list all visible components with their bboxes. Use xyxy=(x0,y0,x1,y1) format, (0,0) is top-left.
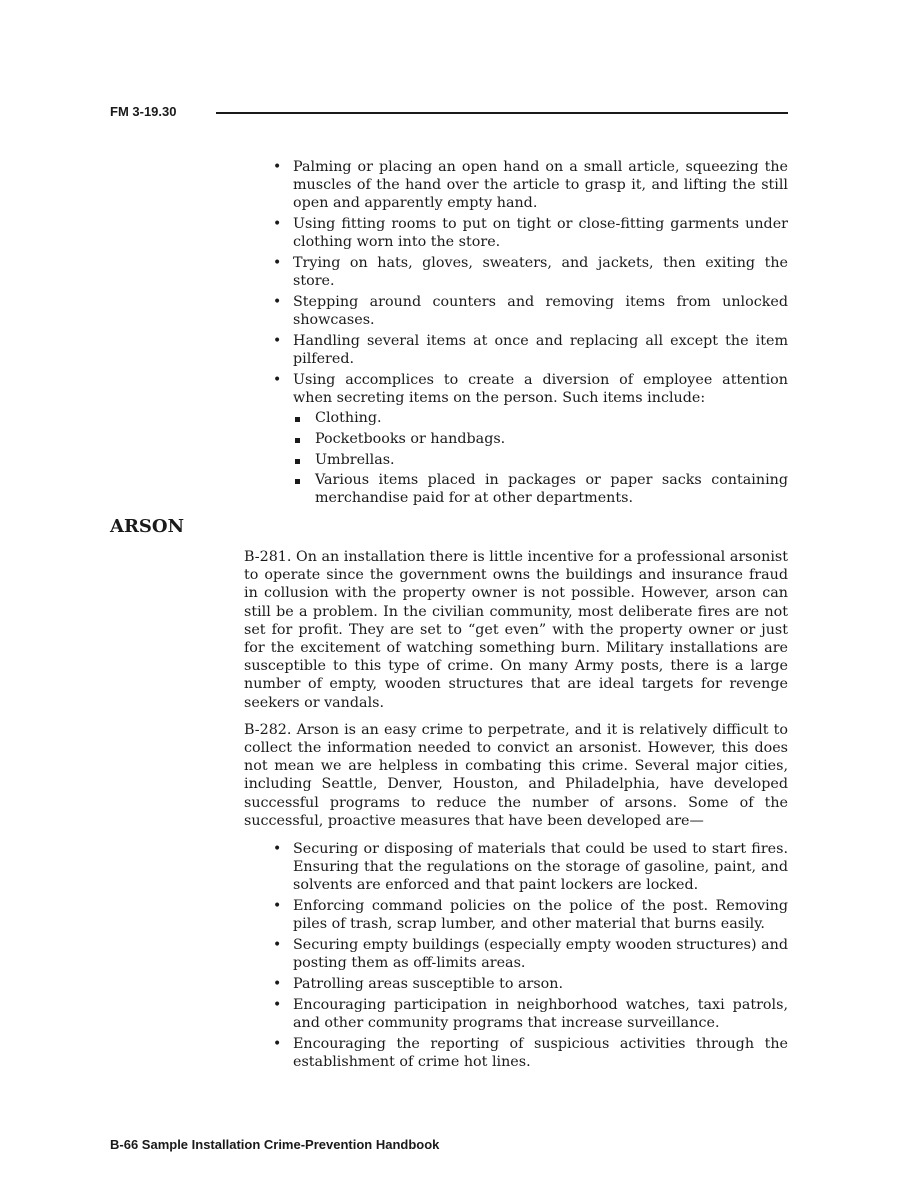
bullet-icon: • xyxy=(273,216,282,233)
list-item: • Securing empty buildings (especially empty wooden structures) and posting them as off-limits areas. xyxy=(273,937,788,972)
list-item: • Patrolling areas susceptible to arson. xyxy=(273,975,564,992)
sub-list-item: Umbrellas. xyxy=(293,451,788,469)
bullet-icon: • xyxy=(273,371,282,388)
shoplifting-methods-list xyxy=(244,158,788,510)
square-bullet-icon xyxy=(295,438,300,443)
bullet-icon: • xyxy=(273,841,282,858)
list-item: • Securing or disposing of materials that could be used to start fires. Ensuring that the regulations on the storage of gasoline, paint, and solvents are enforced and that paint lockers are locked. xyxy=(273,841,788,894)
bullet-icon: • xyxy=(273,332,282,349)
sub-list-item: Pocketbooks or handbags. xyxy=(293,430,788,448)
bullet-icon: • xyxy=(273,898,282,915)
list-item: • Encouraging participation in neighborhood watches, taxi patrols, and other community programs that increase surveillance. xyxy=(273,996,788,1031)
bullet-icon: • xyxy=(273,975,282,992)
page-footer: B-66 Sample Installation Crime-Prevention Handbook xyxy=(110,1137,440,1152)
list-item: • Encouraging the reporting of suspicious activities through the establishment of crime hot lines. xyxy=(273,1035,788,1070)
bullet-icon: • xyxy=(273,159,282,175)
list-item: • Using fitting rooms to put on tight or close-fitting garments under clothing worn into the store. xyxy=(273,216,788,251)
bullet-icon: • xyxy=(273,937,282,954)
bullet-icon: • xyxy=(273,293,282,310)
square-bullet-icon xyxy=(295,459,300,464)
header-rule xyxy=(216,112,788,114)
list-item: • Stepping around counters and removing items from unlocked showcases. xyxy=(273,293,788,329)
bullet-icon: • xyxy=(273,1035,282,1052)
manual-code: FM 3-19.30 xyxy=(110,104,177,119)
list-item: • Using accomplices to create a diversion of employee attention when secreting items on the person. Such items include: Clothing. Pocketbooks or handbags. Umbrellas. Various items placed in packages or paper sacks containing merchandise paid for at other departments. xyxy=(273,371,788,507)
bullet-icon: • xyxy=(273,255,282,272)
page-header xyxy=(110,104,788,124)
square-bullet-icon xyxy=(295,479,300,484)
sub-list-item: Clothing. xyxy=(293,409,788,427)
items-sublist xyxy=(293,409,788,508)
paragraph-b-281: B-281. On an installation there is little incentive for a professional arsonist to operate since the government owns the buildings and insurance fraud in collusion with the property owner is not possible. However, arson can still be a problem. In the civilian community, most deliberate fires are not set for profit. They are set to “get even” with the property owner or just for the excitement of watching something burn. Military installations are susceptible to this type of crime. On many Army posts, there is a large number of empty, wooden structures that are ideal targets for revenge seekers or vandals. xyxy=(244,549,788,711)
arson-section-body xyxy=(244,548,788,1073)
list-item: • Handling several items at once and replacing all except the item pilfered. xyxy=(273,332,788,368)
bullet-icon: • xyxy=(273,996,282,1013)
list-item: • Trying on hats, gloves, sweaters, and jackets, then exiting the store. xyxy=(273,255,788,290)
arson-measures-list xyxy=(244,840,788,1071)
list-item: • Enforcing command policies on the police of the post. Removing piles of trash, scrap lumber, and other material that burns easily. xyxy=(273,898,788,933)
paragraph-b-282: B-282. Arson is an easy crime to perpetrate, and it is relatively difficult to collect the information needed to convict an arsonist. However, this does not mean we are helpless in combating this crime. Several major cities, including Seattle, Denver, Houston, and Philadelphia, have developed successful programs to reduce the number of arsons. Some of the successful, proactive measures that have been developed are— xyxy=(244,721,788,829)
sub-list-item: Various items placed in packages or paper sacks containing merchandise paid for at other departments. xyxy=(293,471,788,507)
list-item: • Palming or placing an open hand on a small article, squeezing the muscles of the hand over the article to grasp it, and lifting the still open and apparently empty hand. xyxy=(273,159,788,212)
square-bullet-icon xyxy=(295,417,300,422)
section-heading: ARSON xyxy=(110,516,185,537)
